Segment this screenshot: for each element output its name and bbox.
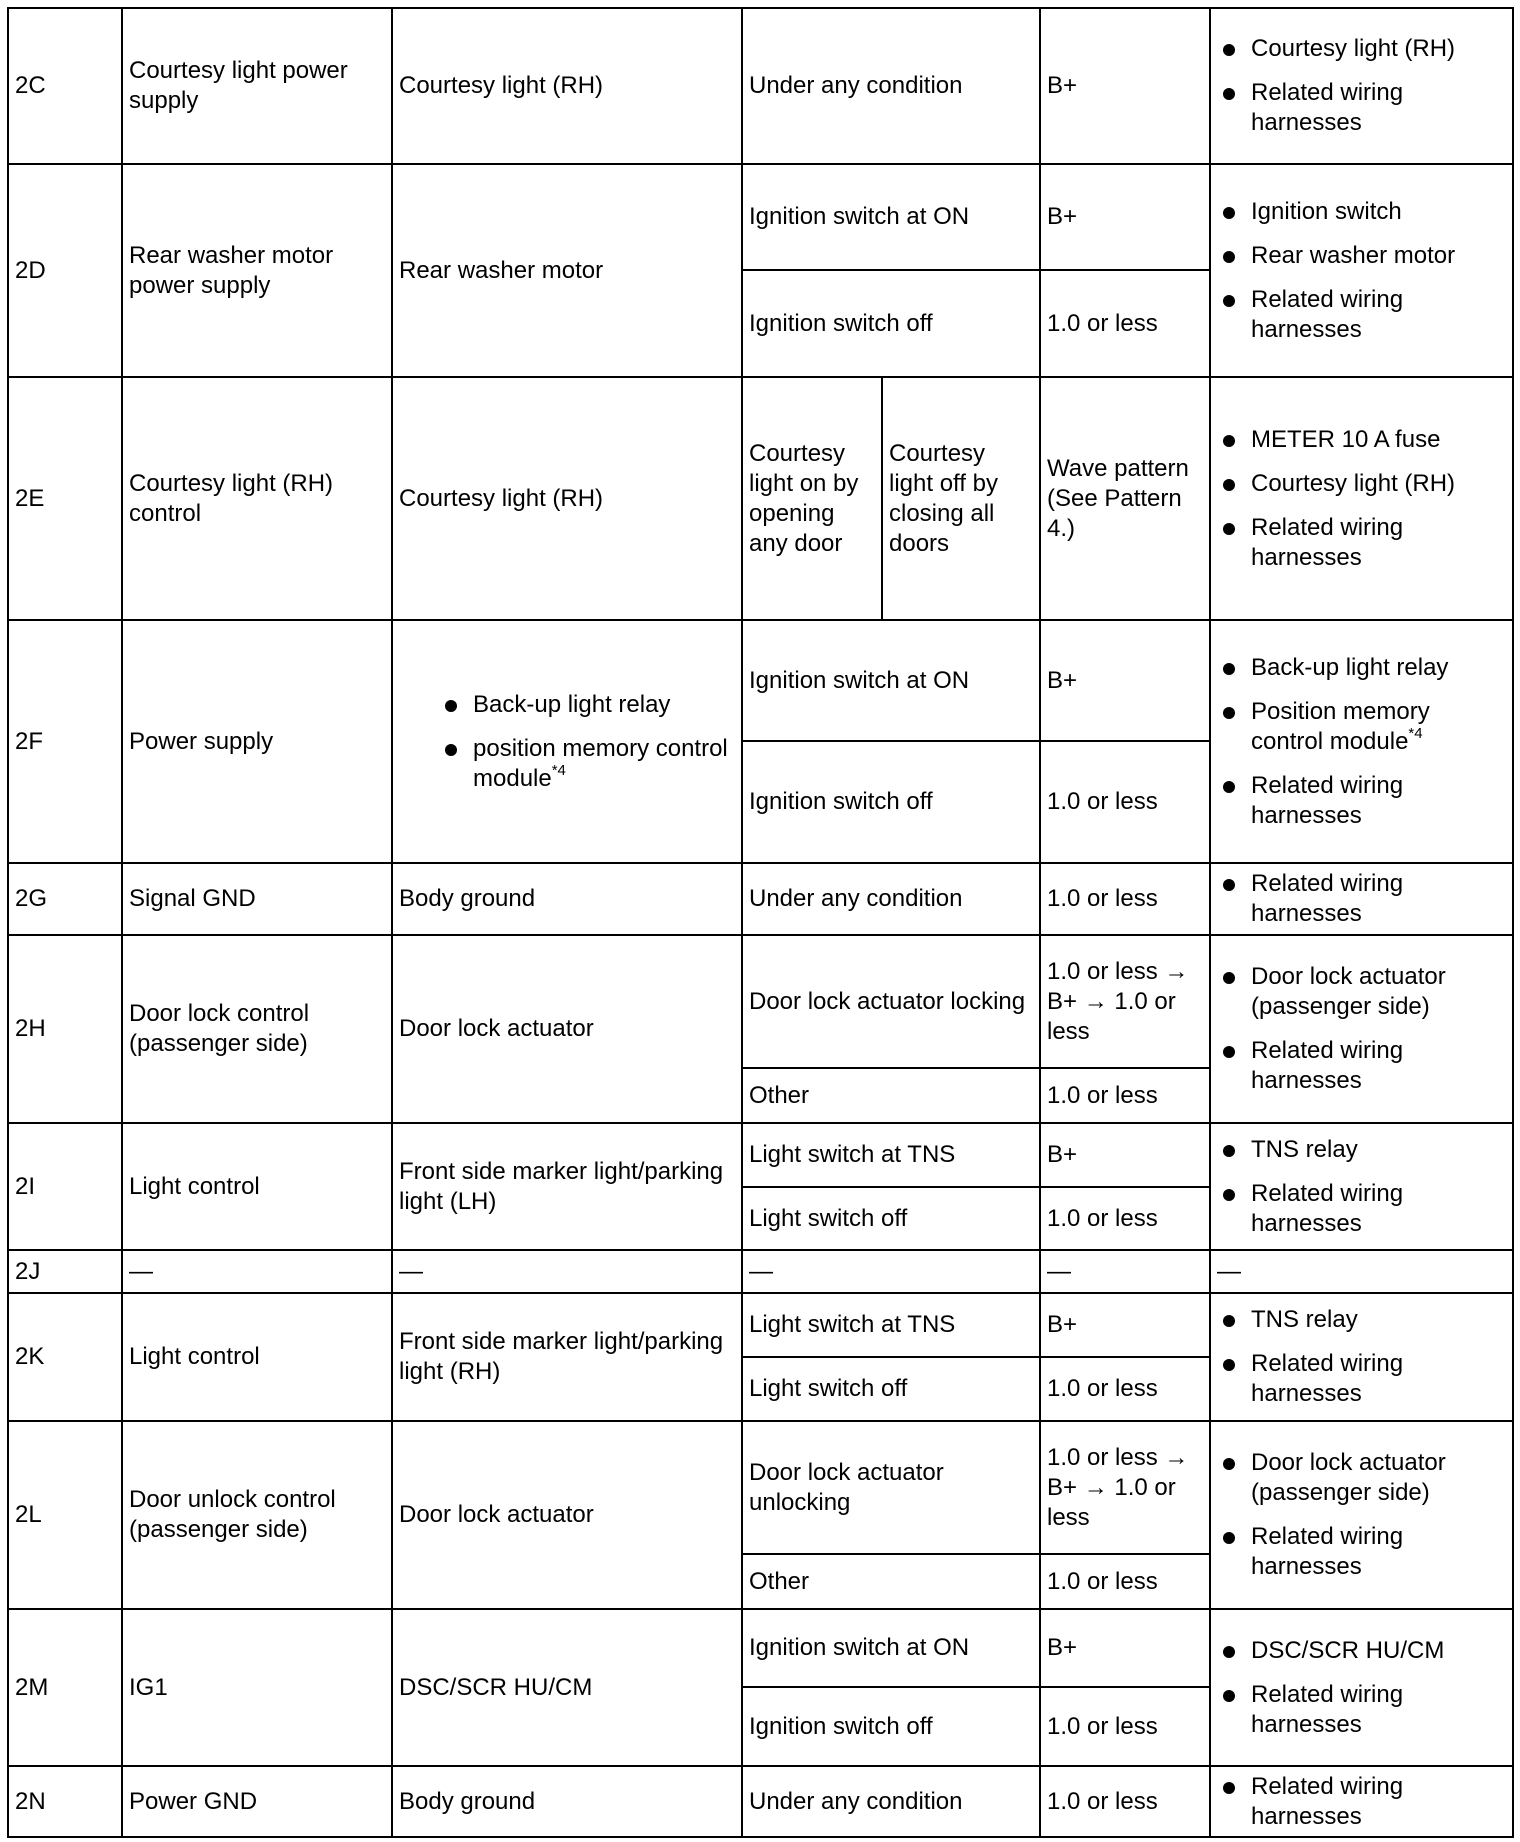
inspection-item: Related wiring harnesses bbox=[1251, 1772, 1506, 1832]
table-row bbox=[8, 863, 1513, 935]
inspection-cell bbox=[1210, 8, 1513, 164]
inspection-item bbox=[1251, 697, 1506, 757]
terminal-cell: 2J bbox=[8, 1250, 122, 1293]
voltage-cell: 1.0 or less bbox=[1040, 863, 1210, 935]
signal-cell: IG1 bbox=[122, 1609, 392, 1766]
inspection-item: Related wiring harnesses bbox=[1251, 78, 1506, 138]
terminal-cell: 2N bbox=[8, 1766, 122, 1837]
signal-cell: Courtesy light power supply bbox=[122, 8, 392, 164]
inspection-item: Door lock actuator (passenger side) bbox=[1251, 962, 1506, 1022]
signal-cell: Power supply bbox=[122, 620, 392, 863]
condition-cell: Ignition switch off bbox=[742, 270, 1040, 377]
inspection-item: DSC/SCR HU/CM bbox=[1251, 1636, 1506, 1666]
inspection-cell bbox=[1210, 1609, 1513, 1766]
voltage-cell: — bbox=[1040, 1250, 1210, 1293]
inspection-cell bbox=[1210, 1293, 1513, 1421]
condition-cell: Ignition switch at ON bbox=[742, 164, 1040, 270]
connected-to-cell: Door lock actuator bbox=[392, 1421, 742, 1609]
voltage-cell: 1.0 or less bbox=[1040, 1687, 1210, 1766]
inspection-item: Related wiring harnesses bbox=[1251, 869, 1506, 929]
inspection-item: Back-up light relay bbox=[1251, 653, 1506, 683]
inspection-cell bbox=[1210, 935, 1513, 1123]
inspection-cell bbox=[1210, 620, 1513, 863]
signal-cell: Signal GND bbox=[122, 863, 392, 935]
terminal-cell: 2H bbox=[8, 935, 122, 1123]
voltage-cell: Wave pattern (See Pattern 4.) bbox=[1040, 377, 1210, 620]
connected-to-cell: — bbox=[392, 1250, 742, 1293]
inspection-item: Related wiring harnesses bbox=[1251, 1680, 1506, 1740]
inspection-item: Door lock actuator (passenger side) bbox=[1251, 1448, 1506, 1508]
inspection-item: Related wiring harnesses bbox=[1251, 771, 1506, 831]
condition-cell: Courtesy light off by closing all doors bbox=[882, 377, 1040, 620]
signal-cell: Rear washer motor power supply bbox=[122, 164, 392, 377]
table-row bbox=[8, 164, 1513, 270]
condition-cell: Other bbox=[742, 1068, 1040, 1123]
condition-cell: Light switch at TNS bbox=[742, 1123, 1040, 1187]
inspection-item: Rear washer motor bbox=[1251, 241, 1506, 271]
inspection-cell bbox=[1210, 1766, 1513, 1837]
condition-cell: Door lock actuator locking bbox=[742, 935, 1040, 1068]
signal-cell: Light control bbox=[122, 1123, 392, 1250]
connected-to-item-text: position memory control module bbox=[473, 734, 728, 792]
voltage-cell: 1.0 or less bbox=[1040, 741, 1210, 863]
terminal-cell: 2I bbox=[8, 1123, 122, 1250]
inspection-item: TNS relay bbox=[1251, 1305, 1506, 1335]
terminal-cell: 2G bbox=[8, 863, 122, 935]
terminal-cell: 2M bbox=[8, 1609, 122, 1766]
signal-cell: Door unlock control (passenger side) bbox=[122, 1421, 392, 1609]
inspection-item: Related wiring harnesses bbox=[1251, 513, 1506, 573]
voltage-cell: B+ bbox=[1040, 1609, 1210, 1687]
inspection-item: Related wiring harnesses bbox=[1251, 1522, 1506, 1582]
inspection-item: Related wiring harnesses bbox=[1251, 285, 1506, 345]
inspection-item: Ignition switch bbox=[1251, 197, 1506, 227]
inspection-cell bbox=[1210, 1421, 1513, 1609]
connected-to-cell bbox=[392, 620, 742, 863]
connected-to-cell: Courtesy light (RH) bbox=[392, 377, 742, 620]
voltage-cell: 1.0 or less bbox=[1040, 1766, 1210, 1837]
table-row bbox=[8, 8, 1513, 164]
footnote-mark: *4 bbox=[551, 761, 566, 779]
condition-cell: Courtesy light on by opening any door bbox=[742, 377, 882, 620]
condition-cell: Ignition switch at ON bbox=[742, 1609, 1040, 1687]
connected-to-cell: Body ground bbox=[392, 863, 742, 935]
condition-cell: Ignition switch off bbox=[742, 1687, 1040, 1766]
connected-to-cell: Front side marker light/parking light (LH) bbox=[392, 1123, 742, 1250]
signal-cell: Door lock control (passenger side) bbox=[122, 935, 392, 1123]
voltage-cell: B+ bbox=[1040, 1293, 1210, 1357]
terminal-cell: 2E bbox=[8, 377, 122, 620]
signal-cell: Courtesy light (RH) control bbox=[122, 377, 392, 620]
voltage-cell: B+ bbox=[1040, 8, 1210, 164]
inspection-item: Related wiring harnesses bbox=[1251, 1349, 1506, 1409]
voltage-cell: 1.0 or less bbox=[1040, 1068, 1210, 1123]
table-row bbox=[8, 935, 1513, 1068]
signal-cell: — bbox=[122, 1250, 392, 1293]
condition-cell: Door lock actuator unlocking bbox=[742, 1421, 1040, 1554]
condition-cell: Under any condition bbox=[742, 1766, 1040, 1837]
inspection-item: TNS relay bbox=[1251, 1135, 1506, 1165]
connected-to-cell: DSC/SCR HU/CM bbox=[392, 1609, 742, 1766]
inspection-item: Related wiring harnesses bbox=[1251, 1036, 1506, 1096]
connected-to-cell: Front side marker light/parking light (RH) bbox=[392, 1293, 742, 1421]
inspection-item: Courtesy light (RH) bbox=[1251, 34, 1506, 64]
condition-cell: — bbox=[742, 1250, 1040, 1293]
condition-cell: Ignition switch off bbox=[742, 741, 1040, 863]
condition-cell: Light switch off bbox=[742, 1357, 1040, 1421]
voltage-cell: B+ bbox=[1040, 164, 1210, 270]
terminal-voltage-table bbox=[7, 7, 1514, 1838]
inspection-item-text: Position memory control module bbox=[1251, 697, 1430, 755]
voltage-cell: B+ bbox=[1040, 620, 1210, 741]
connected-to-cell: Rear washer motor bbox=[392, 164, 742, 377]
table-row bbox=[8, 1250, 1513, 1293]
signal-cell: Power GND bbox=[122, 1766, 392, 1837]
inspection-cell bbox=[1210, 377, 1513, 620]
connected-to-item: Back-up light relay bbox=[473, 690, 735, 720]
voltage-cell: 1.0 or less bbox=[1040, 1187, 1210, 1250]
footnote-mark: *4 bbox=[1408, 724, 1423, 742]
terminal-cell: 2D bbox=[8, 164, 122, 377]
inspection-cell bbox=[1210, 164, 1513, 377]
table-row bbox=[8, 620, 1513, 741]
condition-cell: Under any condition bbox=[742, 863, 1040, 935]
table-row bbox=[8, 1609, 1513, 1687]
connected-to-cell: Body ground bbox=[392, 1766, 742, 1837]
table-row bbox=[8, 1293, 1513, 1357]
voltage-cell: 1.0 or less → B+ → 1.0 or less bbox=[1040, 935, 1210, 1068]
table-row bbox=[8, 377, 1513, 620]
inspection-item: Related wiring harnesses bbox=[1251, 1179, 1506, 1239]
inspection-item: Courtesy light (RH) bbox=[1251, 469, 1506, 499]
terminal-cell: 2L bbox=[8, 1421, 122, 1609]
terminal-cell: 2F bbox=[8, 620, 122, 863]
condition-cell: Other bbox=[742, 1554, 1040, 1609]
voltage-cell: 1.0 or less bbox=[1040, 1357, 1210, 1421]
table-row bbox=[8, 1421, 1513, 1554]
inspection-cell: — bbox=[1210, 1250, 1513, 1293]
inspection-item: METER 10 A fuse bbox=[1251, 425, 1506, 455]
signal-cell: Light control bbox=[122, 1293, 392, 1421]
inspection-cell bbox=[1210, 863, 1513, 935]
table-row bbox=[8, 1766, 1513, 1837]
terminal-cell: 2C bbox=[8, 8, 122, 164]
condition-cell: Under any condition bbox=[742, 8, 1040, 164]
condition-cell: Ignition switch at ON bbox=[742, 620, 1040, 741]
condition-cell: Light switch at TNS bbox=[742, 1293, 1040, 1357]
voltage-cell: 1.0 or less bbox=[1040, 1554, 1210, 1609]
voltage-cell: B+ bbox=[1040, 1123, 1210, 1187]
inspection-cell bbox=[1210, 1123, 1513, 1250]
condition-cell: Light switch off bbox=[742, 1187, 1040, 1250]
connected-to-cell: Door lock actuator bbox=[392, 935, 742, 1123]
connected-to-item bbox=[473, 734, 735, 794]
terminal-cell: 2K bbox=[8, 1293, 122, 1421]
voltage-cell: 1.0 or less bbox=[1040, 270, 1210, 377]
voltage-cell: 1.0 or less → B+ → 1.0 or less bbox=[1040, 1421, 1210, 1554]
connected-to-cell: Courtesy light (RH) bbox=[392, 8, 742, 164]
table-row bbox=[8, 1123, 1513, 1187]
